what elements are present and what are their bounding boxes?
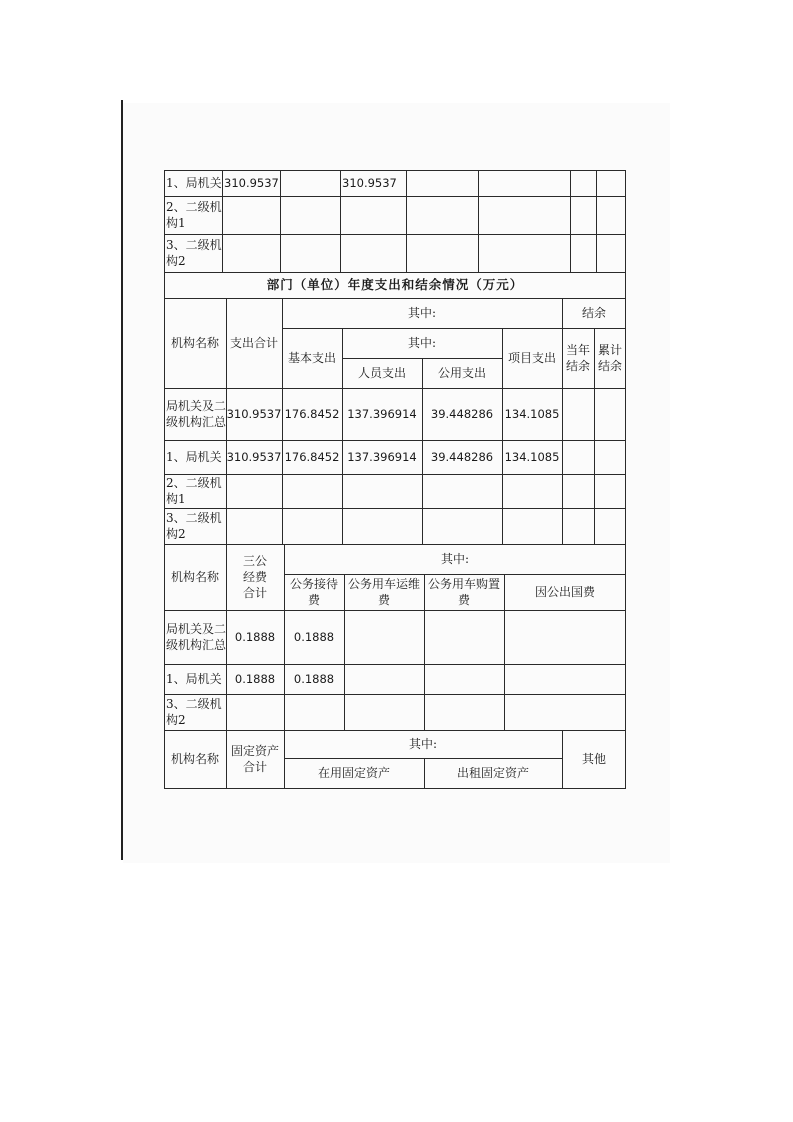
table-cell: 134.1085 <box>504 407 560 421</box>
table-row-label: 3、二级机构2 <box>166 238 222 268</box>
header-fixed-assets-total: 固定资产合计 <box>230 744 279 774</box>
header-of-which: 其中: <box>407 306 437 320</box>
scan-edge-line <box>121 100 123 860</box>
header-three-public-total: 三公经费合计 <box>242 554 267 600</box>
fixed-assets-table <box>164 730 626 788</box>
header-surplus: 结余 <box>581 306 606 320</box>
header-org-name: 机构名称 <box>170 336 219 350</box>
header-org-name: 机构名称 <box>170 570 219 584</box>
table-row-label: 1、局机关 <box>166 450 222 464</box>
table-cell: 310.9537 <box>226 407 282 421</box>
table-cell: 39.448286 <box>430 407 494 421</box>
table-row-label: 局机关及二级机构汇总 <box>166 399 226 429</box>
table-cell: 134.1085 <box>504 450 560 464</box>
budget-document <box>164 170 626 788</box>
header-total: 支出合计 <box>229 336 278 350</box>
table-row-label: 2、二级机构1 <box>166 200 222 230</box>
section-title: 部门（单位）年度支出和结余情况（万元） <box>266 277 524 292</box>
table-cell: 39.448286 <box>430 450 494 464</box>
table-row-label: 1、局机关 <box>166 176 222 190</box>
table-cell: 310.9537 <box>226 450 282 464</box>
top-table <box>164 170 626 272</box>
table-cell: 137.396914 <box>347 407 417 421</box>
header-in-use-assets: 在用固定资产 <box>317 766 390 780</box>
header-vehicle-purchase: 公务用车购置费 <box>427 577 500 607</box>
header-other: 其他 <box>581 752 606 766</box>
expenditure-table <box>164 272 626 544</box>
header-of-which: 其中: <box>440 552 470 566</box>
table-cell: 0.1888 <box>234 672 276 686</box>
table-row-label: 3、二级机构2 <box>166 697 222 727</box>
header-project: 项目支出 <box>507 351 556 365</box>
table-row-label: 局机关及二级机构汇总 <box>166 622 226 652</box>
header-vehicle-maintenance: 公务用车运维费 <box>347 577 420 607</box>
header-cumulative-surplus: 累计结余 <box>597 343 622 373</box>
table-row-label: 1、局机关 <box>166 672 222 686</box>
table-cell: 0.1888 <box>234 630 276 644</box>
table-row-label: 3、二级机构2 <box>166 511 222 541</box>
table-cell: 310.9537 <box>224 176 279 190</box>
table-cell: 176.8452 <box>284 407 340 421</box>
table-cell: 310.9537 <box>342 176 397 190</box>
header-of-which-2: 其中: <box>407 336 437 350</box>
header-year-surplus: 当年结余 <box>565 343 590 373</box>
header-overseas: 因公出国费 <box>534 585 595 599</box>
header-public: 公用支出 <box>437 366 486 380</box>
header-org-name: 机构名称 <box>170 752 219 766</box>
table-cell: 137.396914 <box>347 450 417 464</box>
table-cell: 0.1888 <box>293 672 335 686</box>
table-row-label: 2、二级机构1 <box>166 476 222 506</box>
header-personnel: 人员支出 <box>357 366 406 380</box>
table-cell: 0.1888 <box>293 630 335 644</box>
table-cell <box>280 170 340 196</box>
header-reception: 公务接待费 <box>289 577 338 607</box>
table-cell: 176.8452 <box>284 450 340 464</box>
header-basic: 基本支出 <box>287 351 336 365</box>
header-of-which: 其中: <box>408 737 438 751</box>
header-leased-assets: 出租固定资产 <box>456 766 529 780</box>
three-public-expenses-table <box>164 544 626 730</box>
